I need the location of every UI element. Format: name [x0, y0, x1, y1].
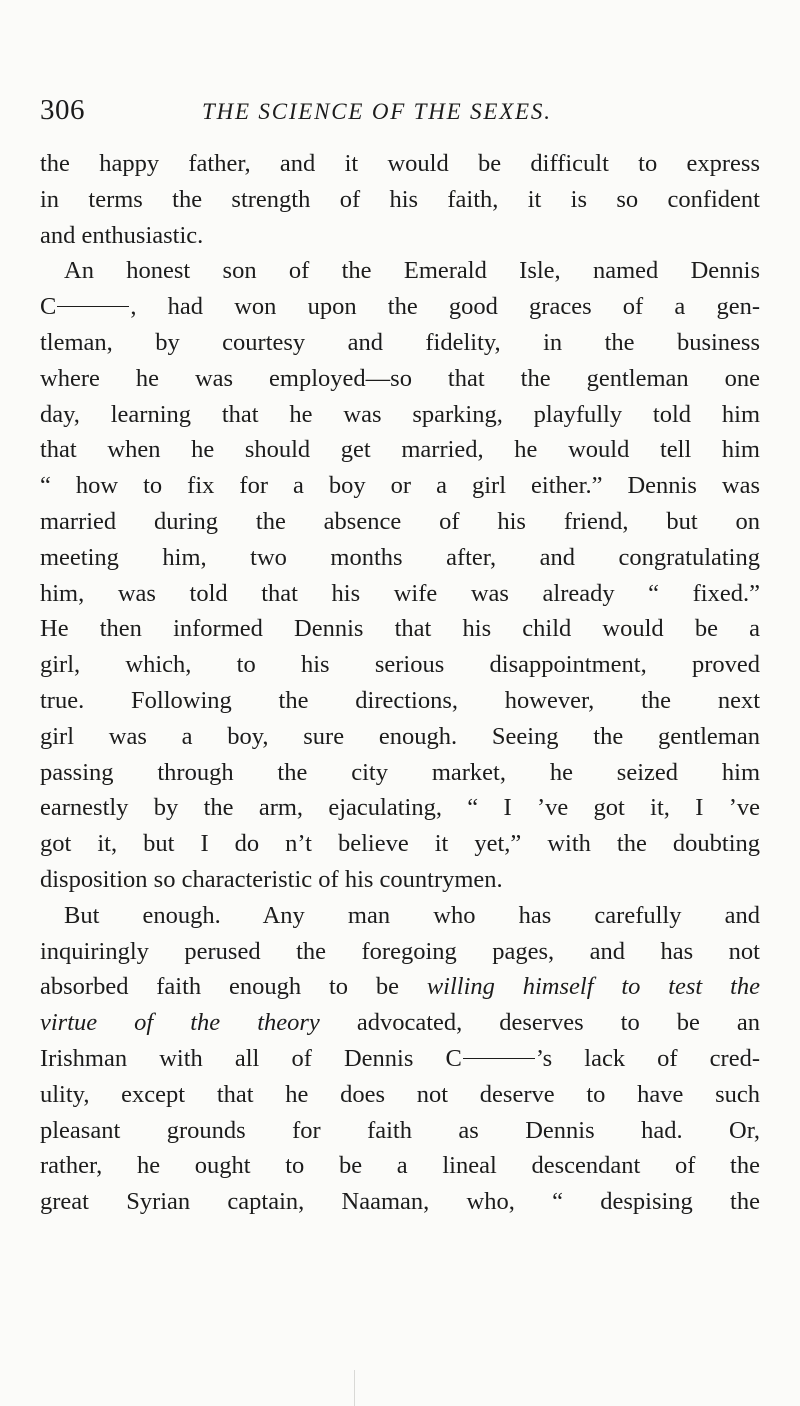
running-head — [40, 92, 760, 140]
text-line: girl, which, to his serious disappointment, proved — [40, 651, 760, 679]
text-line: great Syrian captain, Naaman, who, “ despising the — [40, 1188, 760, 1216]
text-line: day, learning that he was sparking, playfully told him — [40, 400, 760, 428]
name-dash — [57, 306, 129, 307]
text-fragment: , had won upon the good graces of a gen- — [130, 293, 760, 321]
book-page — [40, 92, 760, 1220]
text-line: passing through the city market, he seized him — [40, 758, 760, 786]
text-line: ulity, except that he does not deserve to have such — [40, 1080, 760, 1108]
body-text — [40, 146, 760, 1220]
text-line: him, was told that his wife was already “ fixed.” — [40, 579, 760, 607]
text-line: earnestly by the arm, ejaculating, “ I ’ve got it, I ’ve — [40, 794, 760, 822]
text-line: pleasant grounds for faith as Dennis had. Or, — [40, 1116, 760, 1144]
scan-edge-mark — [354, 1370, 355, 1406]
text-line: girl was a boy, sure enough. Seeing the gentleman — [40, 722, 760, 750]
text-line — [40, 1041, 760, 1077]
text-line — [40, 289, 760, 325]
text-line: the happy father, and it would be difficult to express — [40, 150, 760, 177]
text-line: where he was employed—so that the gentleman one — [40, 364, 760, 392]
text-line: true. Following the directions, however, the next — [40, 686, 760, 714]
surname-initial: C — [40, 293, 57, 321]
text-line: got it, but I do n’t believe it yet,” with the doubting — [40, 830, 760, 858]
text-line: “ how to fix for a boy or a girl either.” Dennis was — [40, 472, 760, 500]
text-line: that when he should get married, he would tell him — [40, 436, 760, 464]
text-fragment: Irishman with all of Dennis C — [40, 1044, 462, 1072]
text-fragment: absorbed faith enough to be — [40, 973, 399, 1001]
running-title: THE SCIENCE OF THE SEXES. — [202, 99, 552, 124]
text-fragment: ’s lack of cred- — [535, 1044, 760, 1072]
name-dash — [463, 1058, 535, 1059]
text-line: in terms the strength of his faith, it is so confident — [40, 185, 760, 213]
text-line: tleman, by courtesy and fidelity, in the business — [40, 328, 760, 356]
text-line: meeting him, two months after, and congratulating — [40, 543, 760, 571]
text-line: He then informed Dennis that his child would be a — [40, 615, 760, 643]
paragraph-start-line: But enough. Any man who has carefully and — [64, 901, 760, 929]
text-line: rather, he ought to be a lineal descendant of the — [40, 1152, 760, 1180]
text-line: married during the absence of his friend, but on — [40, 507, 760, 535]
text-line: disposition so characteristic of his countrymen. — [40, 865, 503, 893]
italic-phrase: willing himself to test the — [426, 973, 761, 1001]
text-line — [40, 1005, 760, 1041]
text-fragment: advocated, deserves to be an — [356, 1009, 760, 1037]
text-line: and enthusiastic. — [40, 221, 204, 249]
page-number: 306 — [40, 94, 85, 126]
italic-phrase: virtue of the theory — [40, 1009, 320, 1037]
paragraph-start-line: An honest son of the Emerald Isle, named Dennis — [64, 257, 760, 285]
text-line — [40, 969, 760, 1005]
text-line: inquiringly perused the foregoing pages, and has not — [40, 937, 760, 965]
